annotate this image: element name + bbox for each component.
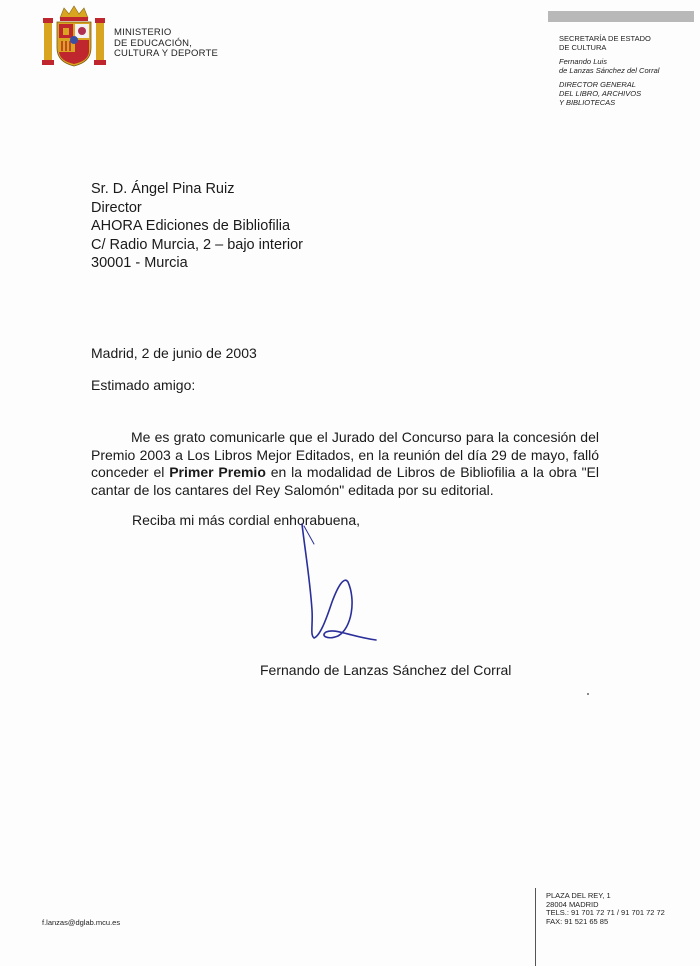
department-line: Y BIBLIOTECAS — [559, 98, 616, 107]
recipient-line: 30001 - Murcia — [91, 255, 188, 271]
ministry-line: DE EDUCACIÓN, — [114, 37, 193, 49]
recipient-line: Director — [91, 199, 142, 216]
ministry-line: MINISTERIO — [114, 27, 172, 38]
recipient-line: AHORA Ediciones de Bibliofilia — [91, 218, 291, 234]
handwritten-signature — [290, 520, 390, 650]
official-name-line: Fernando Luis — [559, 57, 607, 66]
body-text-end: en la modalidad de Libros de Bibliofilia a la obra "El cantar de los cantares del Rey Salomón" editada por su editorial. — [91, 464, 599, 498]
header-bar — [548, 11, 694, 22]
department-line: DEL LIBRO, ARCHIVOS — [559, 89, 642, 98]
official-name-line: de Lanzas Sánchez del Corral — [559, 66, 660, 75]
ministry-line: CULTURA Y DEPORTE — [114, 48, 219, 59]
letter-greeting: Estimado amigo: — [91, 377, 196, 393]
coat-of-arms-icon — [42, 4, 106, 68]
body-text-bold: Primer Premio — [169, 464, 266, 480]
recipient-line: Sr. D. Ángel Pina Ruiz — [91, 181, 235, 197]
footer-divider — [535, 888, 536, 966]
secretaria-line: SECRETARÍA DE ESTADO — [559, 34, 651, 43]
body-text-start: Me es grato comunicarle que el Jurado del Concurso para la concesión del Premio 2003 a Los Libros Mejor Editados, en la reunión del día 29 de mayo, falló conceder el — [91, 429, 599, 480]
letter-closing: Reciba mi más cordial enhorabuena, — [132, 512, 361, 528]
ministry-name — [114, 28, 218, 60]
footer-address-line: 28004 MADRID — [546, 899, 599, 909]
secretaria-block — [559, 34, 659, 107]
secretaria-line: DE CULTURA — [559, 43, 607, 52]
letter-body — [91, 429, 599, 499]
signer-name: Fernando de Lanzas Sánchez del Corral — [260, 662, 512, 678]
recipient-address — [91, 180, 303, 273]
letter-date: Madrid, 2 de junio de 2003 — [91, 345, 257, 361]
department-line: DIRECTOR GENERAL — [559, 80, 636, 89]
recipient-line: C/ Radio Murcia, 2 – bajo interior — [91, 236, 303, 253]
footer-address-line: FAX: 91 521 65 85 — [546, 916, 609, 926]
footer-address-line: PLAZA DEL REY, 1 — [546, 891, 611, 900]
footer-address-line: TELS.: 91 701 72 71 / 91 701 72 72 — [546, 908, 665, 917]
footer-address — [546, 892, 665, 926]
footer-email: f.lanzas@dglab.mcu.es — [42, 918, 121, 927]
